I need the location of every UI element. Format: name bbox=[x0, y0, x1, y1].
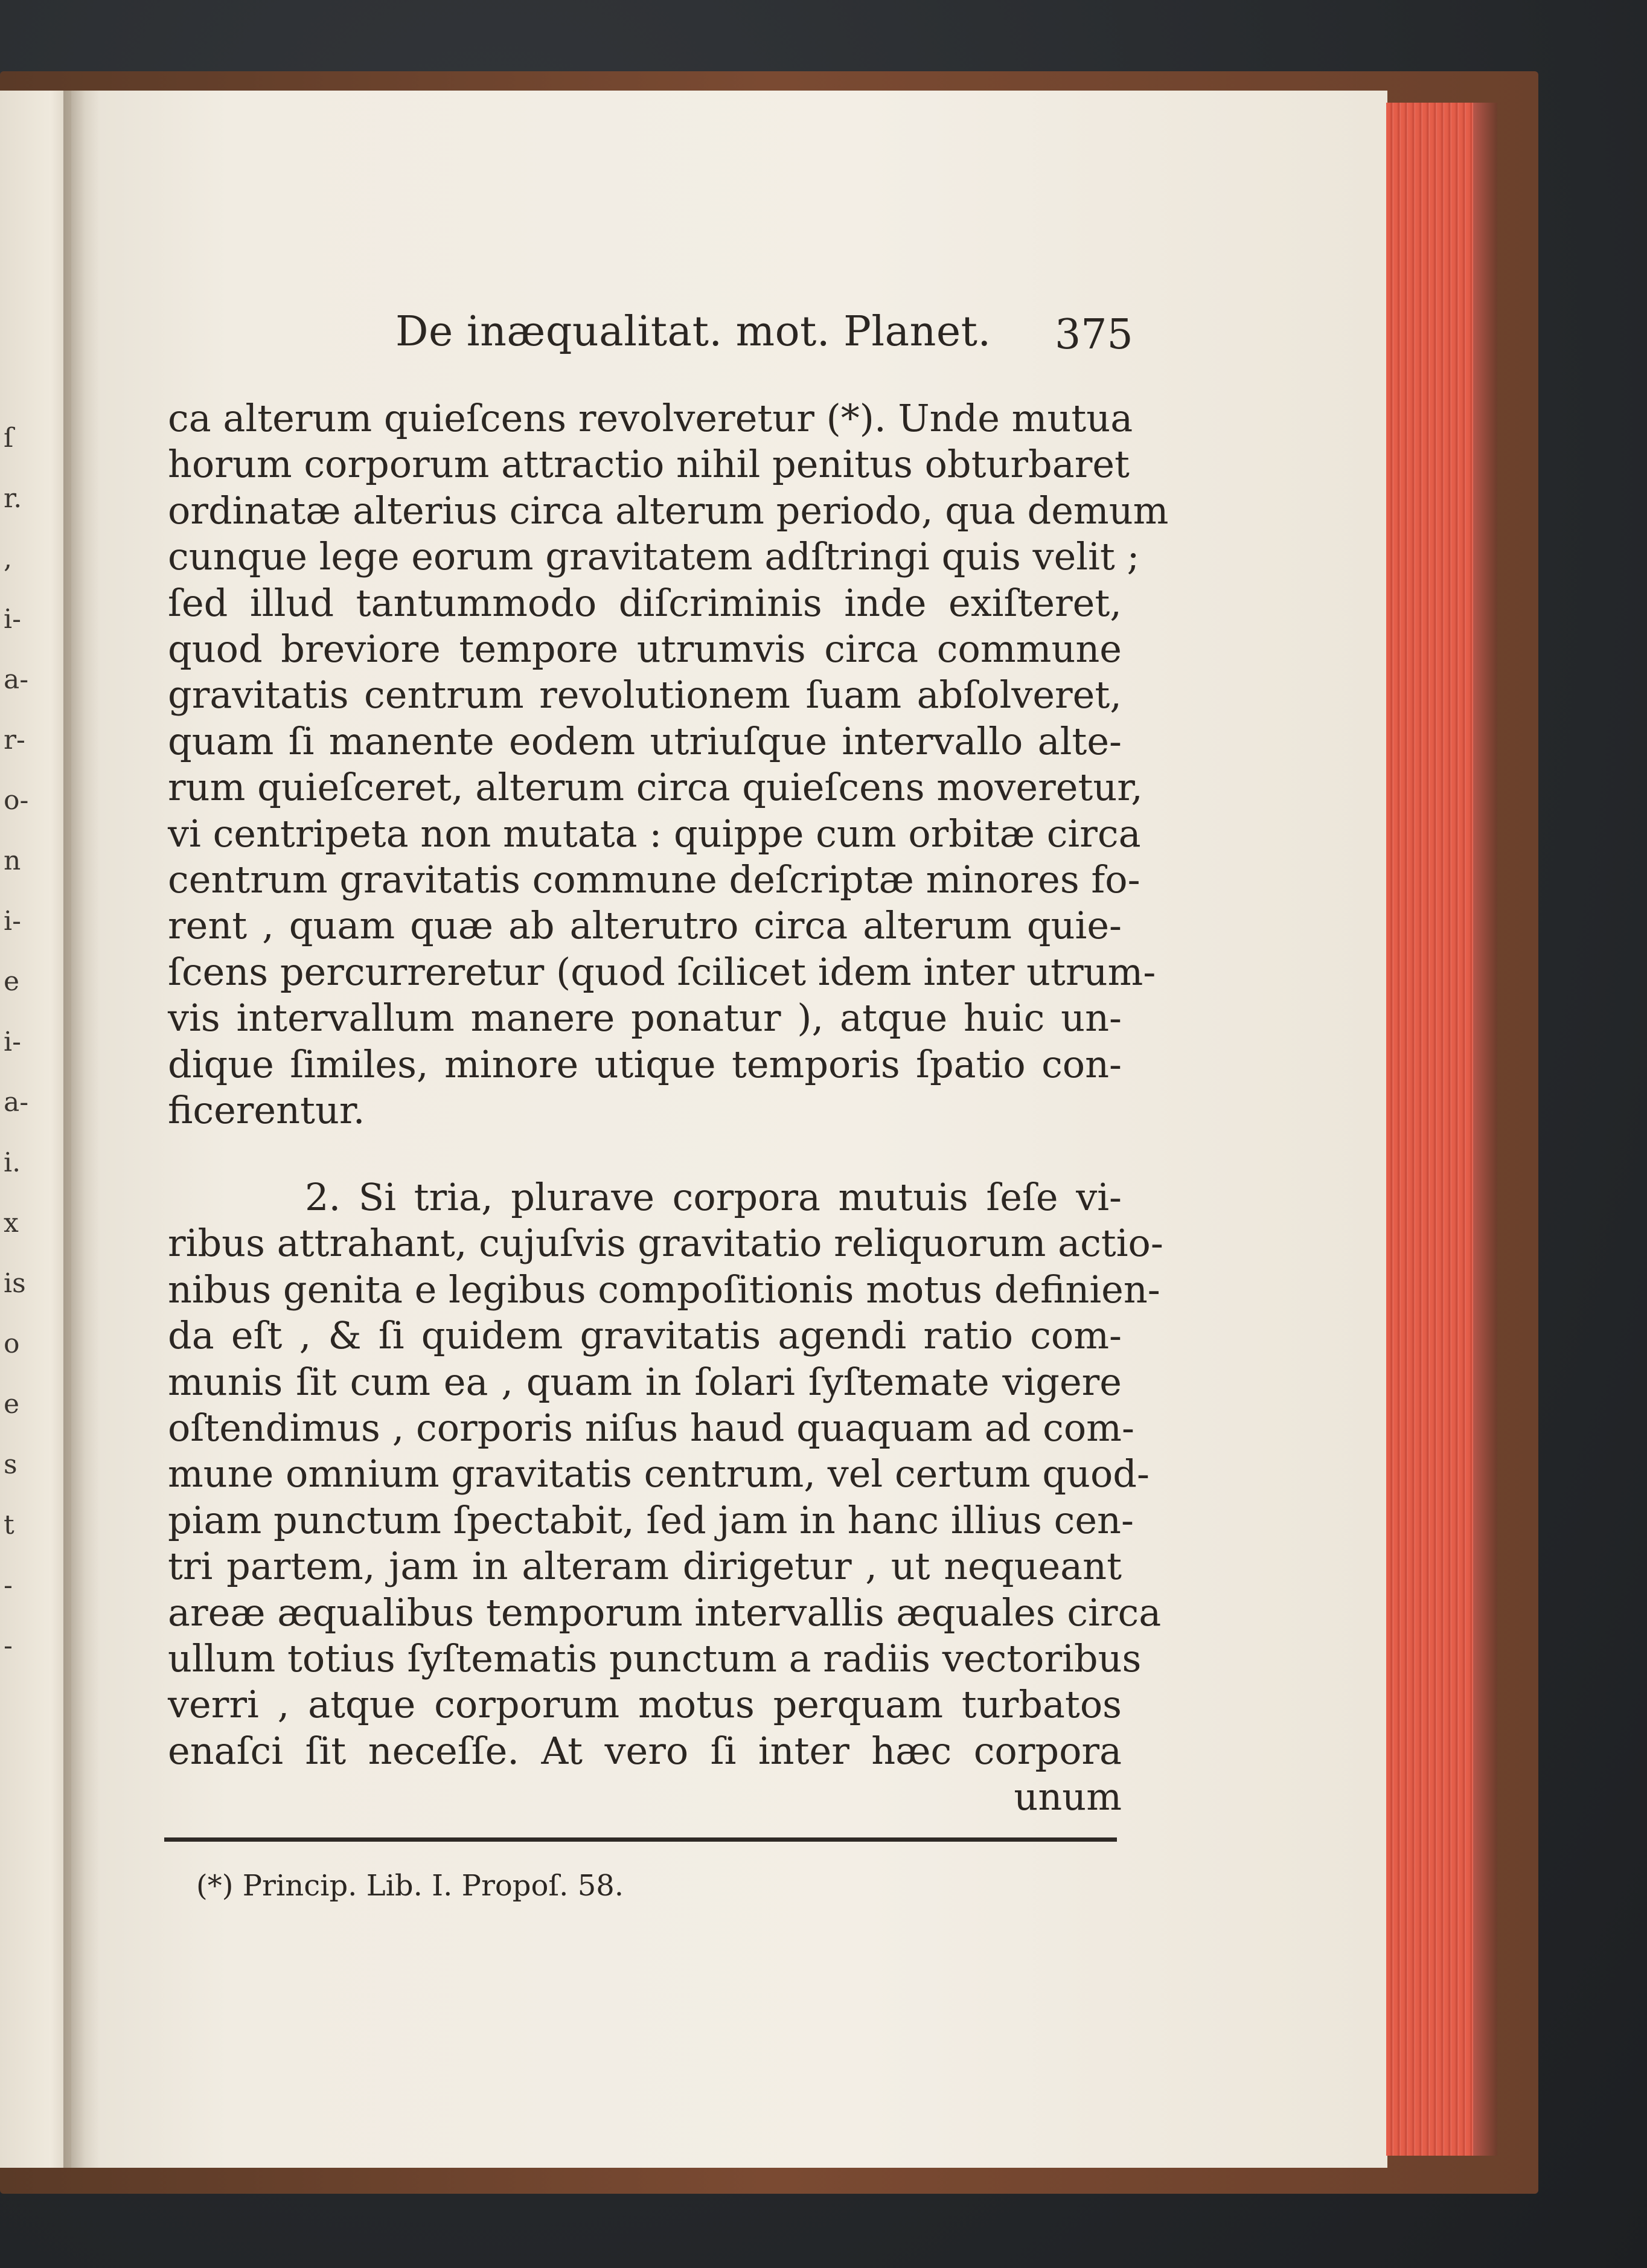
margin-char: t bbox=[4, 1510, 14, 1540]
margin-char: i- bbox=[4, 604, 21, 635]
margin-char: ſ bbox=[4, 423, 14, 453]
margin-char: n bbox=[4, 845, 21, 876]
text-line: gravitatis centrum revolutionem ſuam abſolveret, bbox=[168, 673, 1122, 717]
text-line: da eſt , & ſi quidem gravitatis agendi ratio com- bbox=[168, 1313, 1122, 1358]
text-line: enaſci ſit neceſſe. At vero ſi inter hæc corpora bbox=[168, 1728, 1122, 1773]
text-line: quod breviore tempore utrumvis circa commune bbox=[168, 627, 1122, 671]
page-number: 375 bbox=[1055, 311, 1133, 359]
text-line: piam punctum ſpectabit, ſed jam in hanc illius cen- bbox=[168, 1498, 1134, 1542]
catchword: unum bbox=[1014, 1775, 1122, 1819]
text-line: mune omnium gravitatis centrum, vel certum quod- bbox=[168, 1452, 1150, 1496]
text-line: oſtendimus , corporis niſus haud quaquam ad com- bbox=[168, 1406, 1134, 1450]
text-line: ordinatæ alterius circa alterum periodo, qua demum bbox=[168, 488, 1169, 533]
margin-char: i. bbox=[4, 1147, 21, 1178]
margin-char: is bbox=[4, 1268, 26, 1299]
margin-char: - bbox=[4, 1570, 13, 1601]
margin-char: - bbox=[4, 1630, 13, 1661]
text-line: rum quieſceret, alterum circa quieſcens moveretur, bbox=[168, 765, 1143, 810]
margin-char: o bbox=[4, 1328, 20, 1359]
text-line: horum corporum attractio nihil penitus obturbaret bbox=[168, 442, 1130, 487]
text-line: 2. Si tria, plurave corpora mutuis ſeſe vi- bbox=[305, 1175, 1122, 1219]
page-gutter-shadow bbox=[63, 91, 100, 2168]
text-line: vi centripeta non mutata : quippe cum orbitæ circa bbox=[168, 811, 1141, 856]
margin-char: e bbox=[4, 966, 20, 997]
text-line: dique ſimiles, minore utique temporis ſpatio con- bbox=[168, 1042, 1122, 1086]
margin-char: , bbox=[4, 543, 12, 574]
footnote: (*) Princip. Lib. I. Propoſ. 58. bbox=[196, 1869, 624, 1903]
footnote-rule bbox=[164, 1837, 1117, 1842]
text-line: ullum totius ſyſtematis punctum a radiis vectoribus bbox=[168, 1636, 1142, 1680]
red-fore-edge bbox=[1386, 103, 1477, 2156]
text-line: areæ æqualibus temporum intervallis æquales circa bbox=[168, 1590, 1162, 1635]
text-line: rent , quam quæ ab alterutro circa alterum quie- bbox=[168, 903, 1122, 948]
margin-char: a- bbox=[4, 664, 29, 695]
text-line: verri , atque corporum motus perquam turbatos bbox=[168, 1682, 1122, 1727]
facing-page bbox=[0, 91, 72, 2168]
text-line: centrum gravitatis commune deſcriptæ minores fo- bbox=[168, 857, 1140, 902]
text-line: tri partem, jam in alteram dirigetur , ut nequeant bbox=[168, 1544, 1122, 1589]
running-head: De inæqualitat. mot. Planet. bbox=[395, 308, 991, 356]
margin-char: e bbox=[4, 1389, 20, 1420]
margin-char: x bbox=[4, 1208, 19, 1238]
text-line: cunque lege eorum gravitatem adſtringi quis velit ; bbox=[168, 534, 1140, 579]
margin-char: r. bbox=[4, 483, 22, 514]
margin-char: i- bbox=[4, 1027, 21, 1057]
text-line: ſcens percurreretur (quod ſcilicet idem inter utrum- bbox=[168, 949, 1156, 994]
margin-char: i- bbox=[4, 906, 21, 937]
text-line: munis ſit cum ea , quam in ſolari ſyſtemate vigere bbox=[168, 1359, 1122, 1404]
text-line: quam ſi manente eodem utriuſque intervallo alte- bbox=[168, 719, 1122, 763]
text-line: nibus genita e legibus compoſitionis motus definien- bbox=[168, 1267, 1160, 1312]
text-line: ca alterum quieſcens revolveretur (*). Unde mutua bbox=[168, 396, 1133, 440]
text-line: ſed illud tantummodo diſcriminis inde exiſteret, bbox=[168, 580, 1122, 625]
margin-char: r- bbox=[4, 725, 25, 755]
margin-char: a- bbox=[4, 1087, 29, 1118]
margin-char: s bbox=[4, 1449, 18, 1480]
fore-edge-shade bbox=[1473, 103, 1497, 2156]
text-line: ficerentur. bbox=[168, 1088, 365, 1132]
text-line: ribus attrahant, cujuſvis gravitatio reliquorum actio- bbox=[168, 1221, 1163, 1266]
margin-char: o- bbox=[4, 785, 29, 816]
text-line: vis intervallum manere ponatur ), atque huic un- bbox=[168, 996, 1122, 1040]
